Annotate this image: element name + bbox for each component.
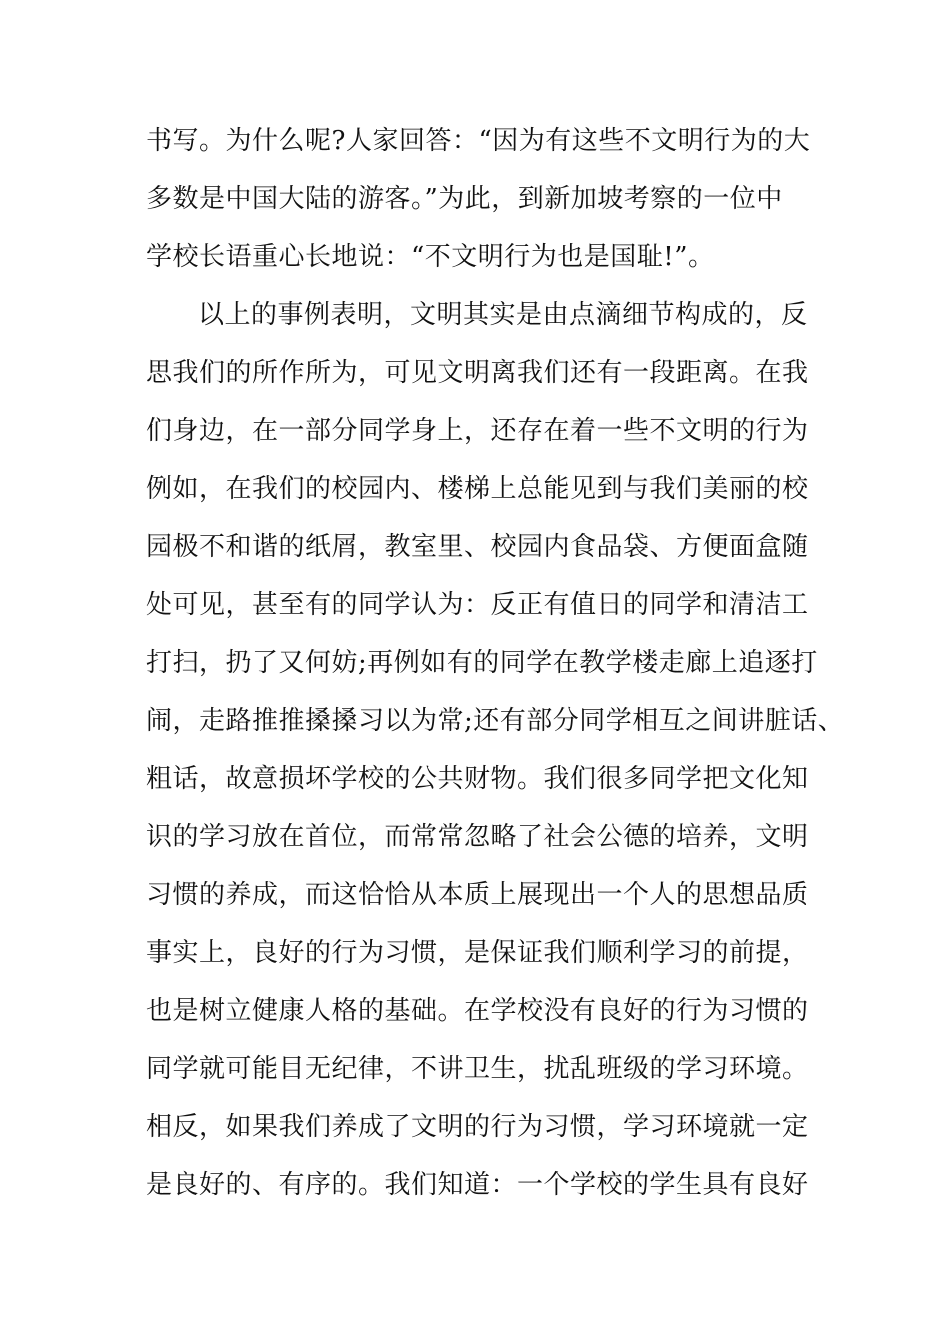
text-line: 园极不和谐的纸屑，教室里、校园内食品袋、方便面盒随	[146, 532, 809, 562]
text-line: 例如，在我们的校园内、楼梯上总能见到与我们美丽的校	[146, 474, 809, 504]
text-line: 是良好的、有序的。我们知道：一个学校的学生具有良好	[146, 1170, 809, 1200]
text-line: 也是树立健康人格的基础。在学校没有良好的行为习惯的	[146, 996, 809, 1026]
text-line: 习惯的养成，而这恰恰从本质上展现出一个人的思想品质	[146, 880, 809, 910]
text-line: 多数是中国大陆的游客。”为此，到新加坡考察的一位中	[146, 184, 783, 214]
text-line: 思我们的所作所为，可见文明离我们还有一段距离。在我	[146, 358, 809, 388]
text-line: 书写。为什么呢?人家回答：“因为有这些不文明行为的大	[146, 126, 811, 156]
text-line: 打扫，扔了又何妨;再例如有的同学在教学楼走廊上追逐打	[146, 648, 818, 678]
text-line: 同学就可能目无纪律，不讲卫生，扰乱班级的学习环境。	[146, 1054, 809, 1084]
paragraph-start-line: 以上的事例表明，文明其实是由点滴细节构成的，反	[198, 300, 808, 330]
text-line: 粗话，故意损坏学校的公共财物。我们很多同学把文化知	[146, 764, 809, 794]
text-line: 处可见，甚至有的同学认为：反正有值日的同学和清洁工	[146, 590, 809, 620]
text-line: 相反，如果我们养成了文明的行为习惯，学习环境就一定	[146, 1112, 809, 1142]
text-line: 闹，走路推推搡搡习以为常;还有部分同学相互之间讲脏话、	[146, 706, 845, 736]
text-line: 学校长语重心长地说：“不文明行为也是国耻!”。	[146, 242, 715, 272]
text-line: 们身边，在一部分同学身上，还存在着一些不文明的行为	[146, 416, 809, 446]
text-line: 事实上，良好的行为习惯，是保证我们顺利学习的前提，	[146, 938, 809, 968]
text-line: 识的学习放在首位，而常常忽略了社会公德的培养，文明	[146, 822, 809, 852]
body-text	[146, 112, 845, 1214]
